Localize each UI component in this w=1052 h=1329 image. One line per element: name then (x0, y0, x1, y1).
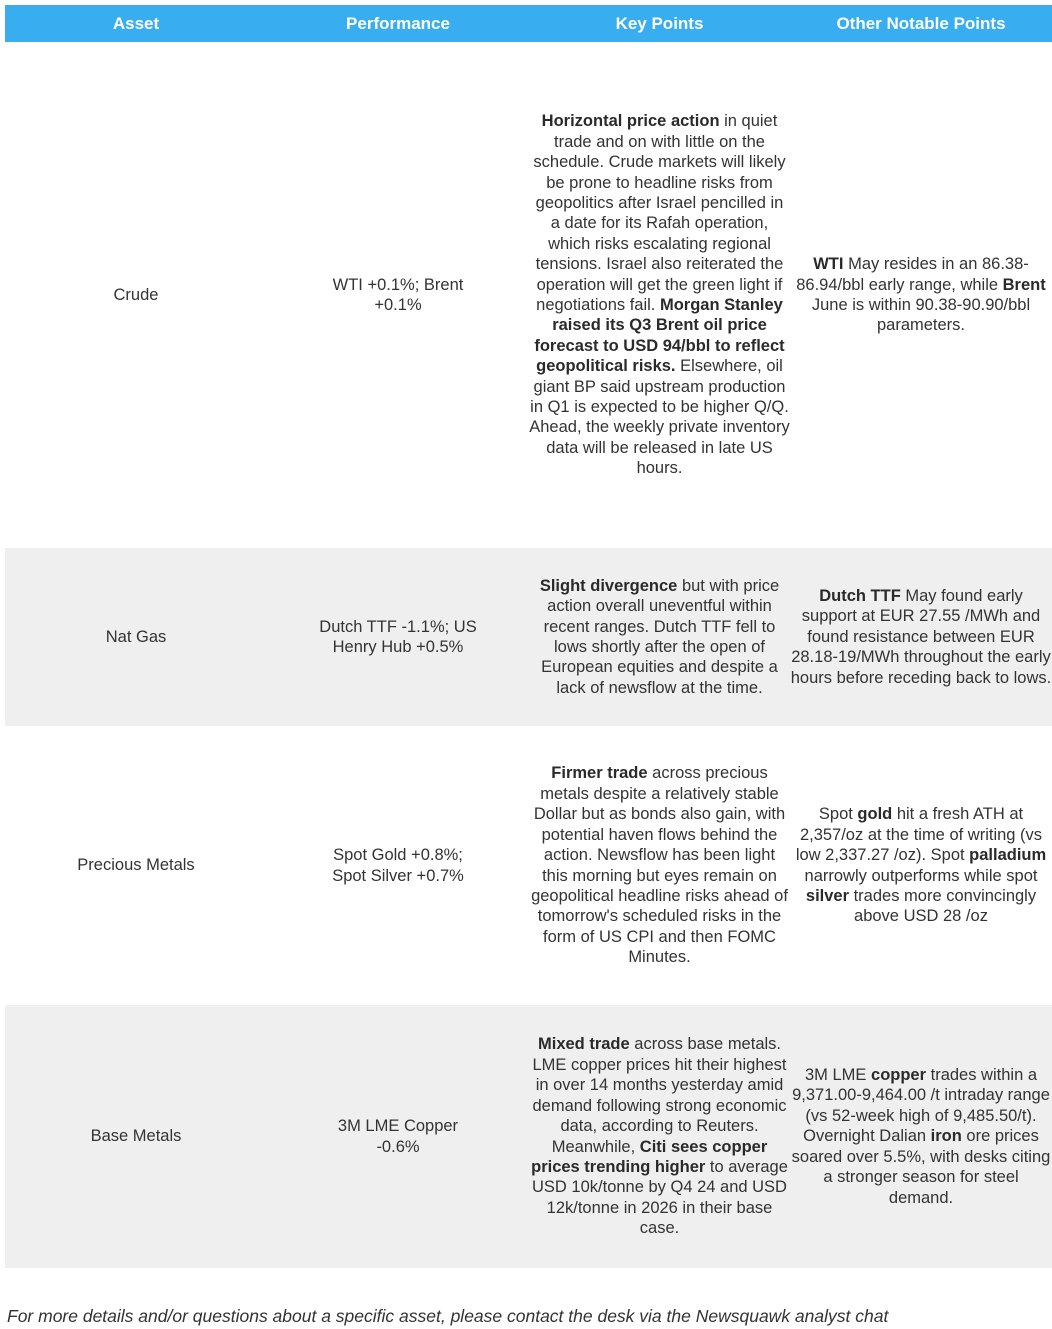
text-segment: ore prices soared over 5.5%, with desks citing a stronger season for steel demand. (791, 1127, 1051, 1207)
other-points-cell (790, 726, 1052, 1005)
commodities-table (5, 5, 1052, 1268)
text-segment: Spot (818, 805, 858, 824)
text-segment: May found early support at EUR 27.55 /MWh and found resistance between EUR 28.18-19/MWh throughout the early hours before receding back to lows. (790, 586, 1052, 687)
text-segment: trades more convincingly above USD 28 /oz (849, 886, 1037, 926)
performance-cell (267, 1005, 529, 1268)
performance-text: WTI +0.1%; Brent +0.1% (332, 275, 464, 314)
performance-cell (267, 726, 529, 1005)
text-segment: hit a fresh ATH at 2,357/oz at the time of writing (vs low 2,337.27 /oz). Spot (795, 805, 1043, 865)
text-segment: across base metals. LME copper prices hit their highest in over 14 months yesterday amid demand following strong economic data, according to Reuters. Meanwhile, (532, 1035, 787, 1156)
text-segment: Elsewhere, oil giant BP said upstream production in Q1 is expected to be higher Q/Q. Ahead, the weekly private inventory data will be released in late US hours. (529, 357, 790, 478)
bold-highlight: silver (805, 886, 850, 905)
bold-highlight: Brent (1002, 275, 1046, 294)
performance-text: Spot Gold +0.8%; Spot Silver +0.7% (332, 846, 464, 885)
performance-cell (267, 548, 529, 726)
bold-highlight: Slight divergence (539, 576, 678, 595)
bold-highlight: Dutch TTF (819, 586, 901, 605)
bold-highlight: palladium (969, 846, 1047, 865)
header-other-notable-points: Other Notable Points (790, 5, 1052, 42)
text-segment: narrowly outperforms while spot (804, 866, 1038, 885)
footer-note: For more details and/or questions about a specific asset, please contact the desk via the Newsquawk analyst chat (7, 1306, 889, 1326)
text-segment: June is within 90.38-90.90/bbl parameters. (811, 296, 1031, 335)
key-points-cell (529, 548, 790, 726)
bold-highlight: Citi sees copper prices trending higher (531, 1137, 768, 1176)
bold-highlight: iron (930, 1127, 962, 1146)
header-key-points: Key Points (529, 5, 790, 42)
text-segment: May resides in an 86.38-86.94/bbl early range, while (796, 255, 1029, 294)
other-points-cell (790, 548, 1052, 726)
asset-cell: Crude (113, 285, 159, 304)
table-row (5, 42, 1052, 548)
table-row (5, 726, 1052, 1005)
text-segment: to average USD 10k/tonne by Q4 24 and USD 12k/tonne in 2026 in their base case. (532, 1157, 788, 1238)
table-row (5, 548, 1052, 726)
asset-cell: Nat Gas (5, 548, 267, 726)
bold-highlight: copper (871, 1066, 927, 1085)
performance-cell (267, 42, 529, 548)
key-points-cell (529, 42, 790, 548)
performance-text: 3M LME Copper -0.6% (337, 1117, 459, 1156)
asset-cell: Precious Metals (77, 856, 195, 875)
other-points-cell (790, 42, 1052, 548)
performance-text: Dutch TTF -1.1%; US Henry Hub +0.5% (319, 617, 477, 656)
asset-cell: Base Metals (5, 1005, 267, 1268)
key-points-cell (529, 726, 790, 1005)
text-segment: trades within a 9,371.00-9,464.00 /t intraday range (vs 52-week high of 9,485.50/t). Overnight Dalian (792, 1066, 1050, 1146)
text-segment: in quiet trade and on with little on the schedule. Crude markets will likely be prone to headline risks from geopolitics after Israel pencilled in a date for its Rafah operation, which risks escalating regional tensions. Israel also reiterated the operation will get the green light if negotiations fail. (533, 112, 786, 314)
other-points-cell (790, 1005, 1052, 1268)
bold-highlight: Morgan Stanley raised its Q3 Brent oil price forecast to USD 94/bbl to reflect geopolitical risks. (534, 296, 785, 376)
bold-highlight: Mixed trade (537, 1035, 630, 1054)
bold-highlight: Horizontal price action (541, 112, 720, 131)
table-header-row (5, 5, 1052, 42)
text-segment: across precious metals despite a relatively stable Dollar but as bonds also gain, with potential haven flows behind the action. Newsflow has been light this morning but eyes remain on geopolitical headline risks ahead of tomorrow's scheduled risks in the form of US CPI and then FOMC Minutes. (531, 764, 788, 967)
table-row (5, 1005, 1052, 1268)
text-segment: but with price action overall uneventful within recent ranges. Dutch TTF fell to lows shortly after the open of European equities and despite a lack of newsflow at the time. (541, 576, 780, 697)
bold-highlight: WTI (813, 255, 844, 274)
bold-highlight: gold (857, 805, 893, 824)
header-performance: Performance (267, 5, 529, 42)
header-asset: Asset (5, 5, 267, 42)
text-segment: 3M LME (804, 1066, 872, 1085)
key-points-cell (529, 1005, 790, 1268)
bold-highlight: Firmer trade (551, 764, 648, 783)
